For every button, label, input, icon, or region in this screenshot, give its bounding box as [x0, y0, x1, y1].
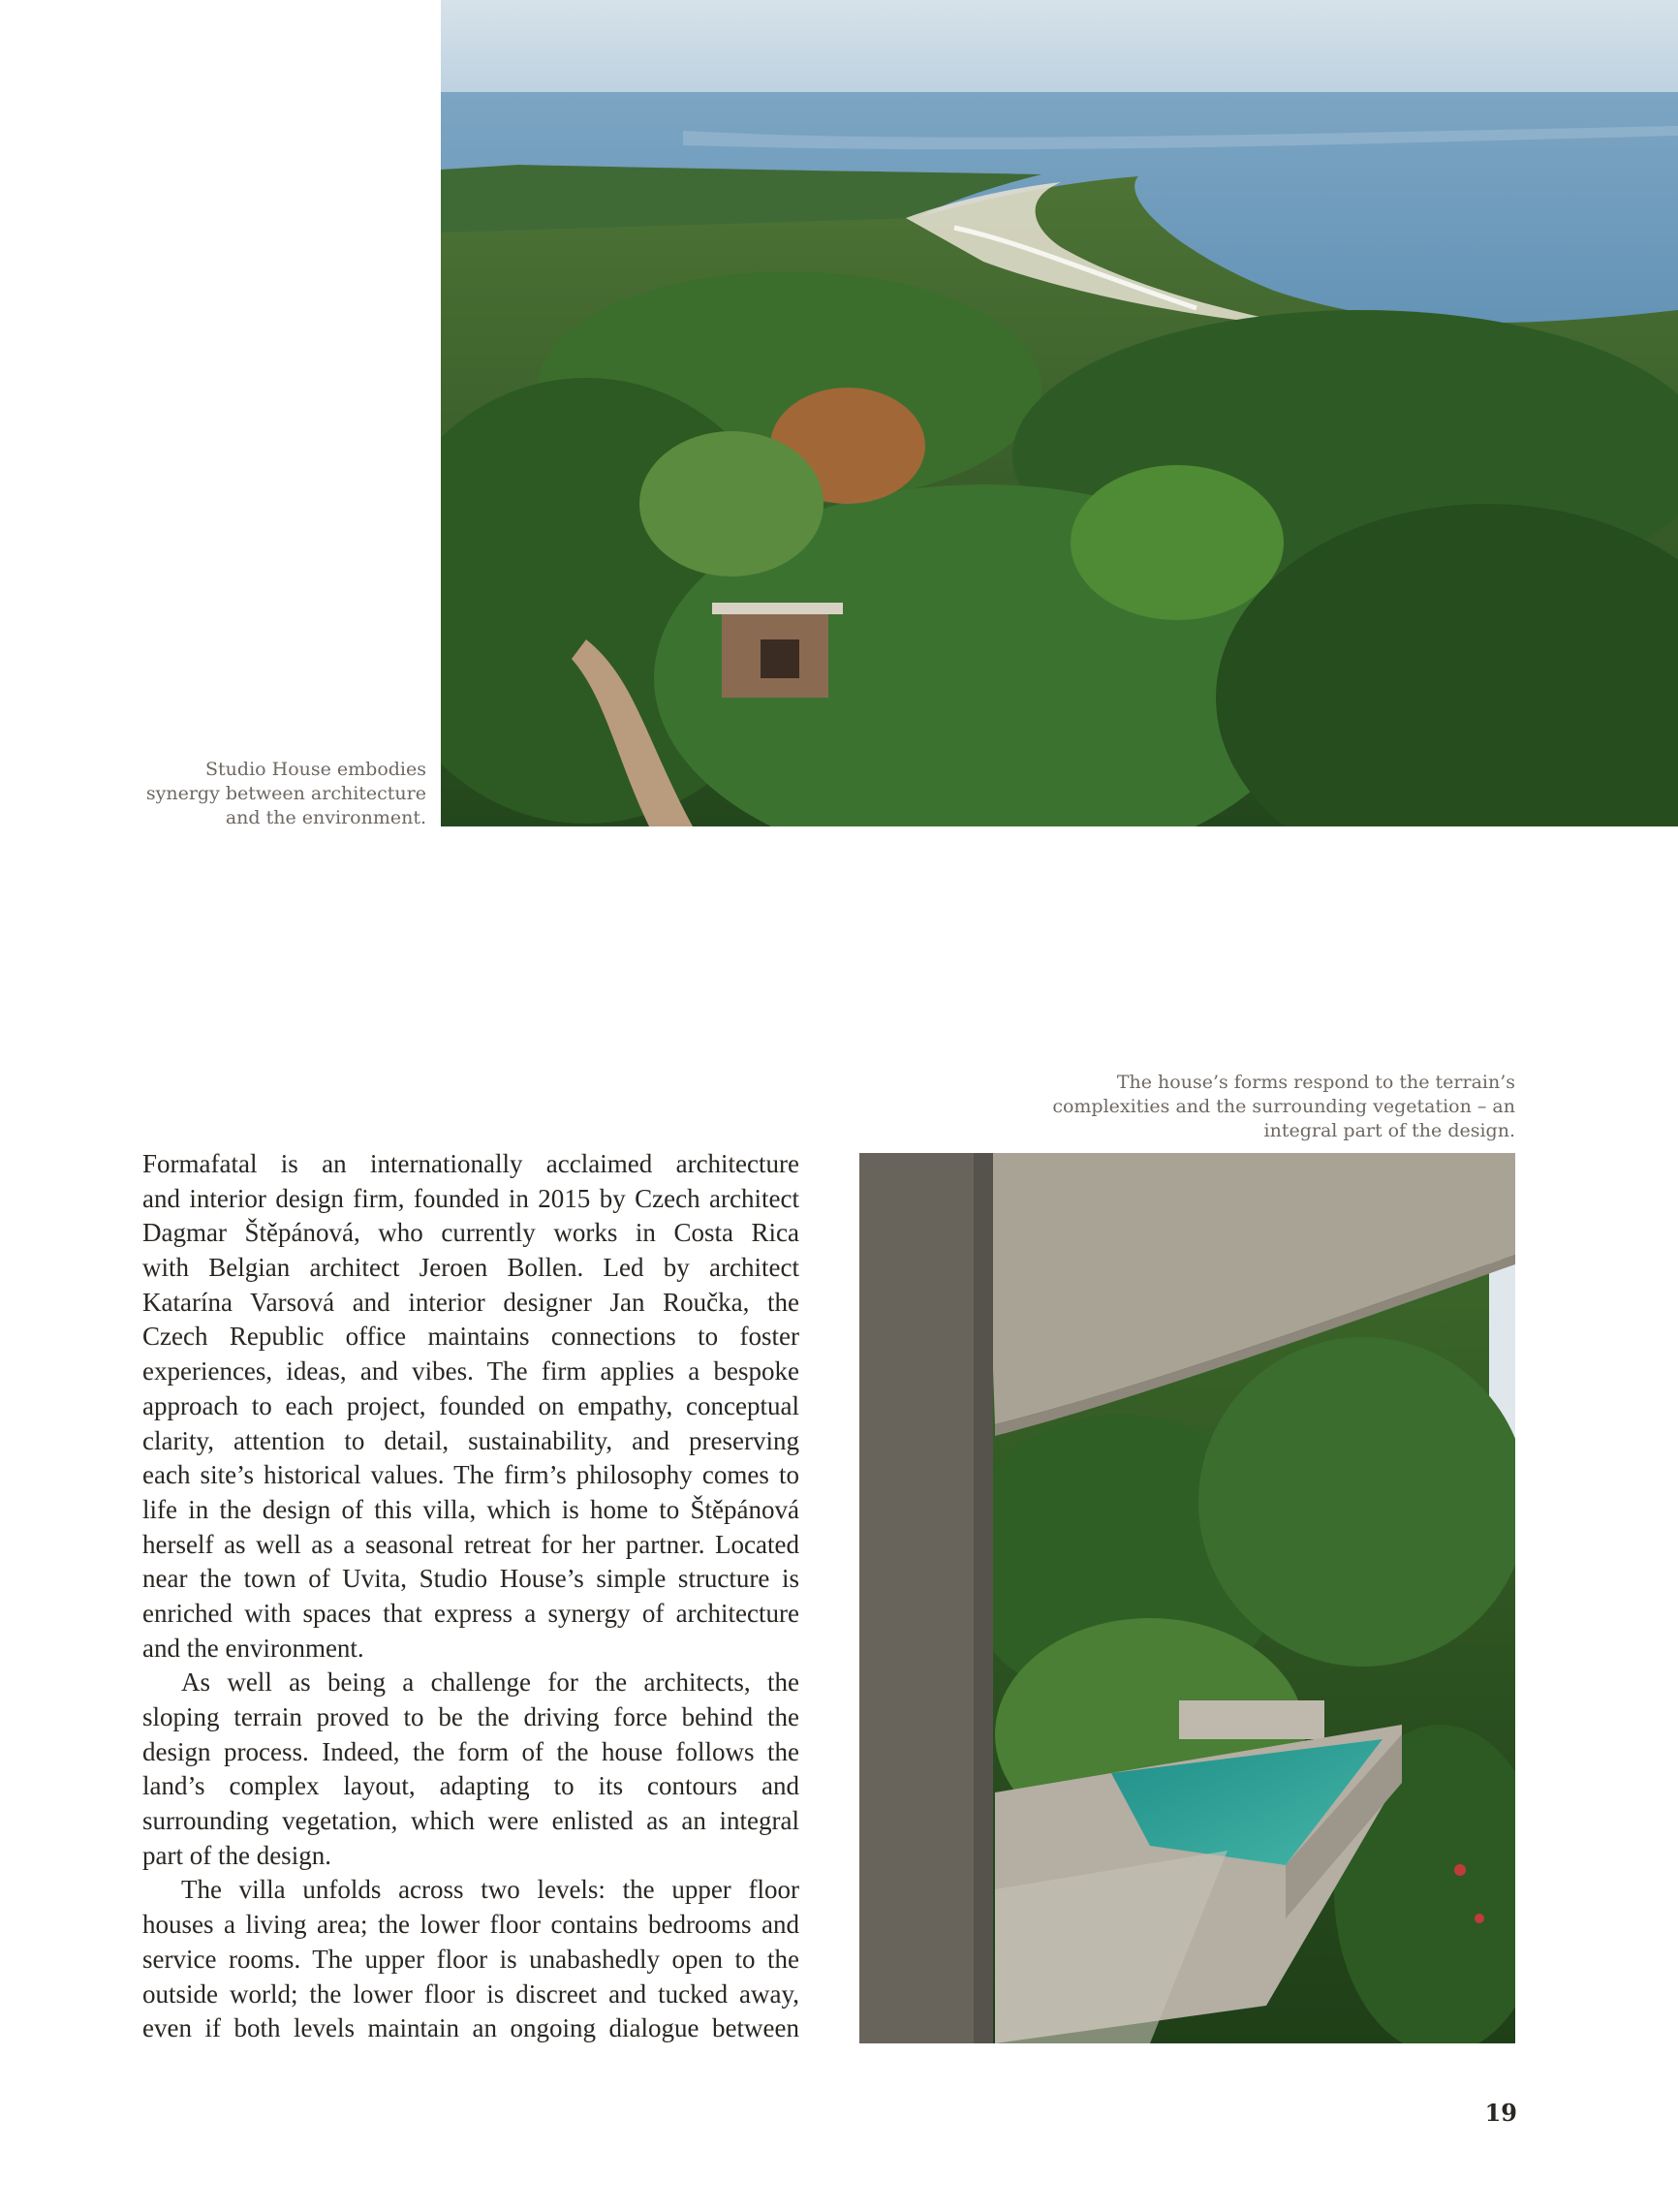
article-body: [142, 1147, 799, 2046]
body-text-line: each site’s historical values. The firm’s philosophy comes to: [142, 1460, 799, 1490]
body-text-line: Katarína Varsová and interior designer Jan Roučka, the: [142, 1287, 799, 1317]
body-text-line: service rooms. The upper floor is unabashedly open to the: [142, 1944, 799, 1974]
caption-line: The house’s forms respond to the terrain’s: [1116, 1072, 1515, 1093]
body-text-line: surrounding vegetation, which were enlisted as an integral: [142, 1806, 799, 1836]
body-text-line: As well as being a challenge for the architects, the: [181, 1667, 799, 1698]
terrace-pool-photo: [859, 1153, 1515, 2043]
coastline-rainforest-image: [441, 0, 1678, 826]
body-text-line: Dagmar Štěpánová, who currently works in Costa Rica: [142, 1218, 799, 1248]
body-text-line: even if both levels maintain an ongoing dialogue between: [142, 2013, 799, 2043]
body-text-line: land’s complex layout, adapting to its contours and: [142, 1771, 799, 1801]
caption-line: complexities and the surrounding vegetation – an: [1052, 1096, 1515, 1117]
body-text-line: near the town of Uvita, Studio House’s simple structure is: [142, 1564, 799, 1594]
caption-line: integral part of the design.: [1263, 1120, 1515, 1141]
page-number: 19: [1484, 2099, 1517, 2127]
pool-photo-caption: [1052, 1071, 1515, 1143]
body-text-line: life in the design of this villa, which is home to Štěpánová: [142, 1494, 799, 1524]
caption-line: synergy between architecture: [145, 783, 426, 804]
body-text-line: experiences, ideas, and vibes. The firm applies a bespoke: [142, 1356, 799, 1386]
body-text-line: and interior design firm, founded in 2015 by Czech architect: [142, 1183, 799, 1213]
top-photo-caption: [146, 758, 426, 830]
body-text-line: outside world; the lower floor is discreet and tucked away,: [142, 1978, 799, 2009]
caption-line: Studio House embodies: [205, 759, 426, 780]
coastline-rainforest-photo: [441, 0, 1678, 826]
body-text-line: approach to each project, founded on empathy, conceptual: [142, 1390, 799, 1420]
body-text-line: houses a living area; the lower floor contains bedrooms and: [142, 1910, 799, 1940]
caption-line: and the environment.: [225, 807, 426, 828]
body-text-line: with Belgian architect Jeroen Bollen. Led by architect: [142, 1253, 799, 1283]
terrace-pool-image: [859, 1153, 1515, 2043]
body-text-line: clarity, attention to detail, sustainability, and preserving: [142, 1425, 799, 1455]
body-text-line: Czech Republic office maintains connections to foster: [142, 1322, 799, 1352]
body-text-line: The villa unfolds across two levels: the upper floor: [181, 1875, 799, 1905]
body-text-line: and the environment.: [142, 1633, 364, 1663]
body-text-line: design process. Indeed, the form of the house follows the: [142, 1736, 799, 1766]
body-text-line: Formafatal is an internationally acclaimed architecture: [142, 1149, 799, 1178]
body-text-line: sloping terrain proved to be the driving force behind the: [142, 1702, 799, 1731]
body-text-line: enriched with spaces that express a synergy of architecture: [142, 1598, 799, 1628]
body-text-line: part of the design.: [142, 1840, 331, 1870]
body-text-line: herself as well as a seasonal retreat for her partner. Located: [142, 1529, 799, 1559]
